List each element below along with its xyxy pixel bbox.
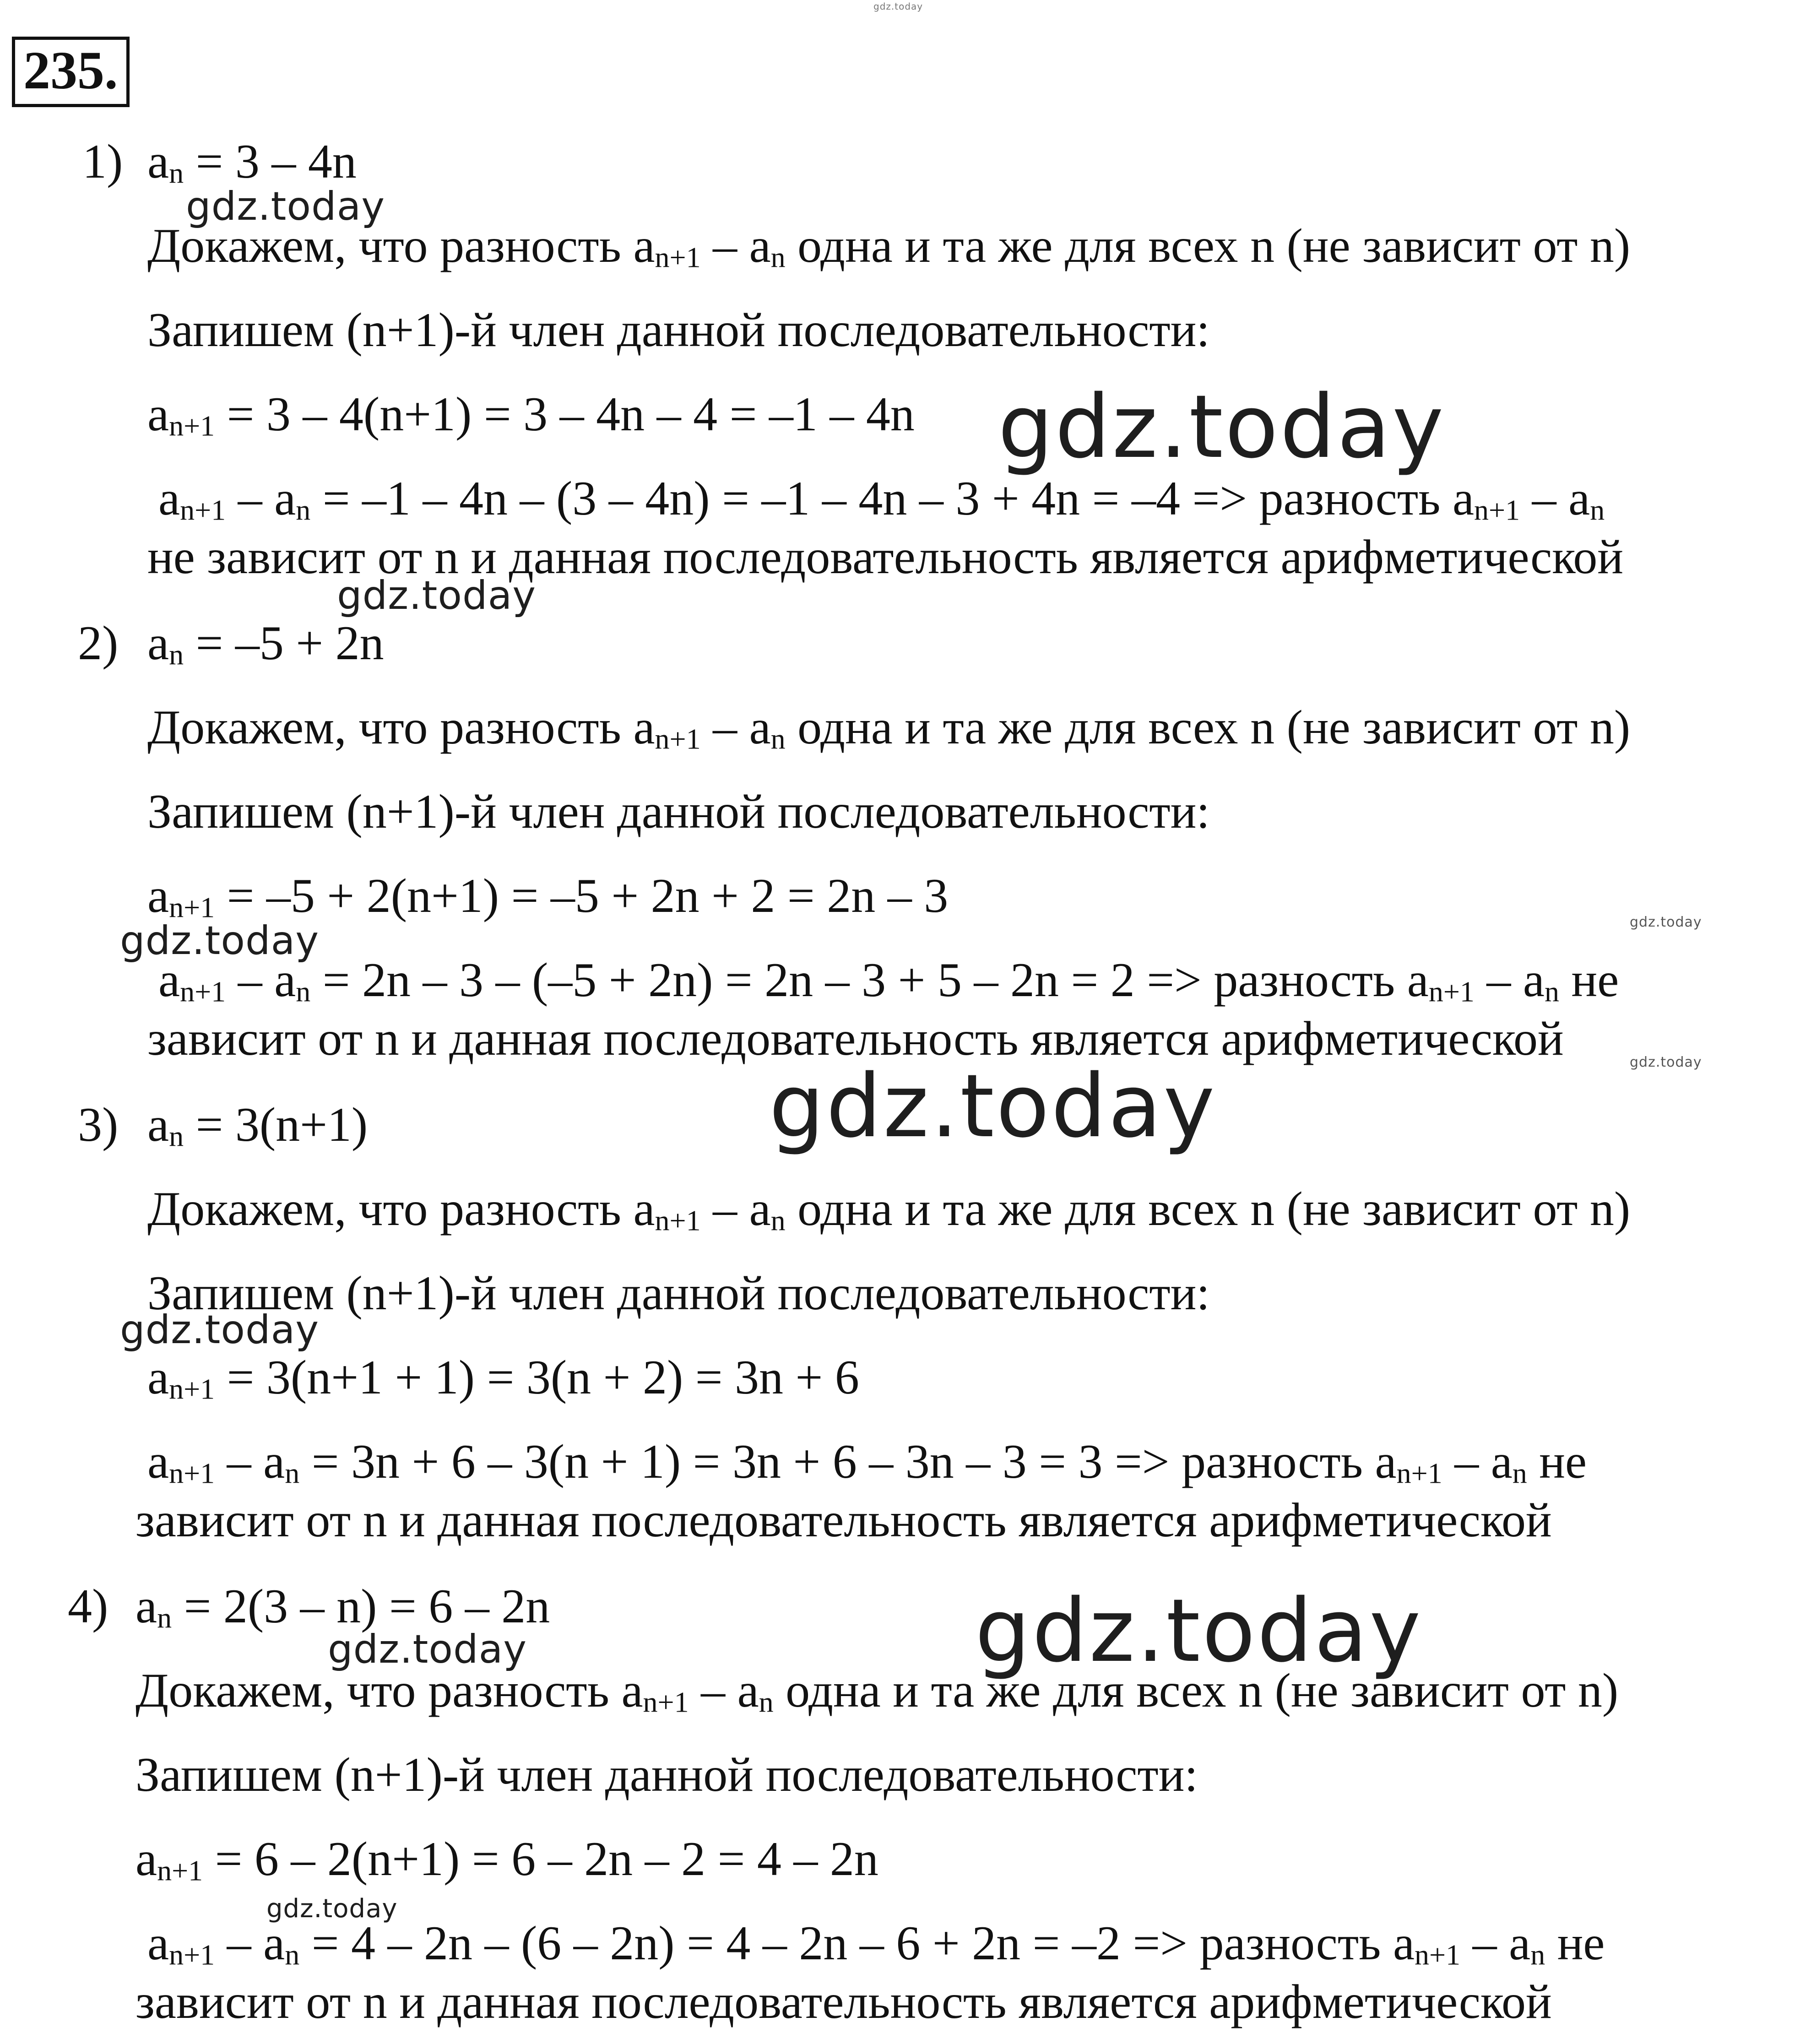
watermark: gdz.today xyxy=(1630,1054,1702,1070)
part-formula: $a_n = 3(n+1)$ xyxy=(147,1098,368,1153)
watermark: gdz.today xyxy=(769,1056,1217,1157)
write-next-term: Запишем (n+1)-й член данной последовательности: xyxy=(147,785,1210,838)
part-label: 3) xyxy=(78,1098,119,1151)
part-formula: $a_n = 3 - 4n$ xyxy=(147,135,357,190)
conclusion: зависит от n и данная последовательность является арифметической xyxy=(136,1975,1552,2028)
part-formula: $a_n = -5 + 2n$ xyxy=(147,616,384,671)
part-formula: $a_n = 2(3 - n) = 6 - 2n$ xyxy=(136,1579,550,1634)
watermark: gdz.today xyxy=(328,1627,527,1672)
prove-statement: Докажем, что разность $a_{n+1} - a_n$ одна и та же для всех n (не зависит от n) xyxy=(147,219,1631,274)
next-term-formula: $a_{n+1} = -5 + 2(n+1) = -5 + 2n + 2 = 2n - 3$ xyxy=(147,869,949,924)
write-next-term: Запишем (n+1)-й член данной последовательности: xyxy=(136,1748,1198,1801)
watermark: gdz.today xyxy=(266,1894,398,1924)
watermark: gdz.today xyxy=(120,1307,320,1353)
conclusion: зависит от n и данная последовательность является арифметической xyxy=(147,1012,1564,1065)
prove-statement: Докажем, что разность $a_{n+1} - a_n$ одна и та же для всех n (не зависит от n) xyxy=(147,700,1631,755)
watermark: gdz.today xyxy=(1630,914,1702,930)
difference-formula: $a_{n+1} - a_n = -1 - 4n - (3 - 4n) = -1 - 4n - 3 + 4n = -4$ => разность $a_{n+1} - a_n$ xyxy=(158,472,1605,526)
part-label: 1) xyxy=(82,135,123,188)
watermark: gdz.today xyxy=(120,918,320,964)
watermark: gdz.today xyxy=(975,1580,1423,1681)
prove-statement: Докажем, что разность $a_{n+1} - a_n$ одна и та же для всех n (не зависит от n) xyxy=(136,1664,1619,1719)
watermark: gdz.today xyxy=(337,573,537,618)
prove-statement: Докажем, что разность $a_{n+1} - a_n$ одна и та же для всех n (не зависит от n) xyxy=(147,1182,1631,1237)
difference-formula: $a_{n+1} - a_n = 4 - 2n - (6 - 2n) = 4 - 2n - 6 + 2n = -2$ => разность $a_{n+1} - a_n$ не xyxy=(147,1916,1605,1971)
next-term-formula: $a_{n+1} = 3 - 4(n+1) = 3 - 4n - 4 = -1 - 4n$ xyxy=(147,387,915,442)
next-term-formula: $a_{n+1} = 6 - 2(n+1) = 6 - 2n - 2 = 4 - 2n$ xyxy=(136,1832,878,1887)
part-label: 4) xyxy=(68,1579,108,1633)
watermark: gdz.today xyxy=(998,376,1446,477)
next-term-formula: $a_{n+1} = 3(n+1 + 1) = 3(n + 2) = 3n + 6$ xyxy=(147,1350,859,1405)
difference-formula: $a_{n+1} - a_n = 3n + 6 - 3(n + 1) = 3n + 6 - 3n - 3 = 3$ => разность $a_{n+1} - a_n$ не xyxy=(147,1435,1587,1490)
conclusion: не зависит от n и данная последовательность является арифметической xyxy=(147,530,1624,584)
write-next-term: Запишем (n+1)-й член данной последовательности: xyxy=(147,303,1210,357)
watermark: gdz.today xyxy=(873,1,923,12)
part-label: 2) xyxy=(78,616,119,670)
conclusion: зависит от n и данная последовательность является арифметической xyxy=(136,1493,1552,1547)
write-next-term: Запишем (n+1)-й член данной последовательности: xyxy=(147,1266,1210,1320)
difference-formula: $a_{n+1} - a_n = 2n - 3 - (-5 + 2n) = 2n - 3 + 5 - 2n = 2$ => разность $a_{n+1} - a_n$ не xyxy=(158,953,1619,1008)
problem-number: 235. xyxy=(12,37,130,107)
watermark: gdz.today xyxy=(186,184,385,229)
